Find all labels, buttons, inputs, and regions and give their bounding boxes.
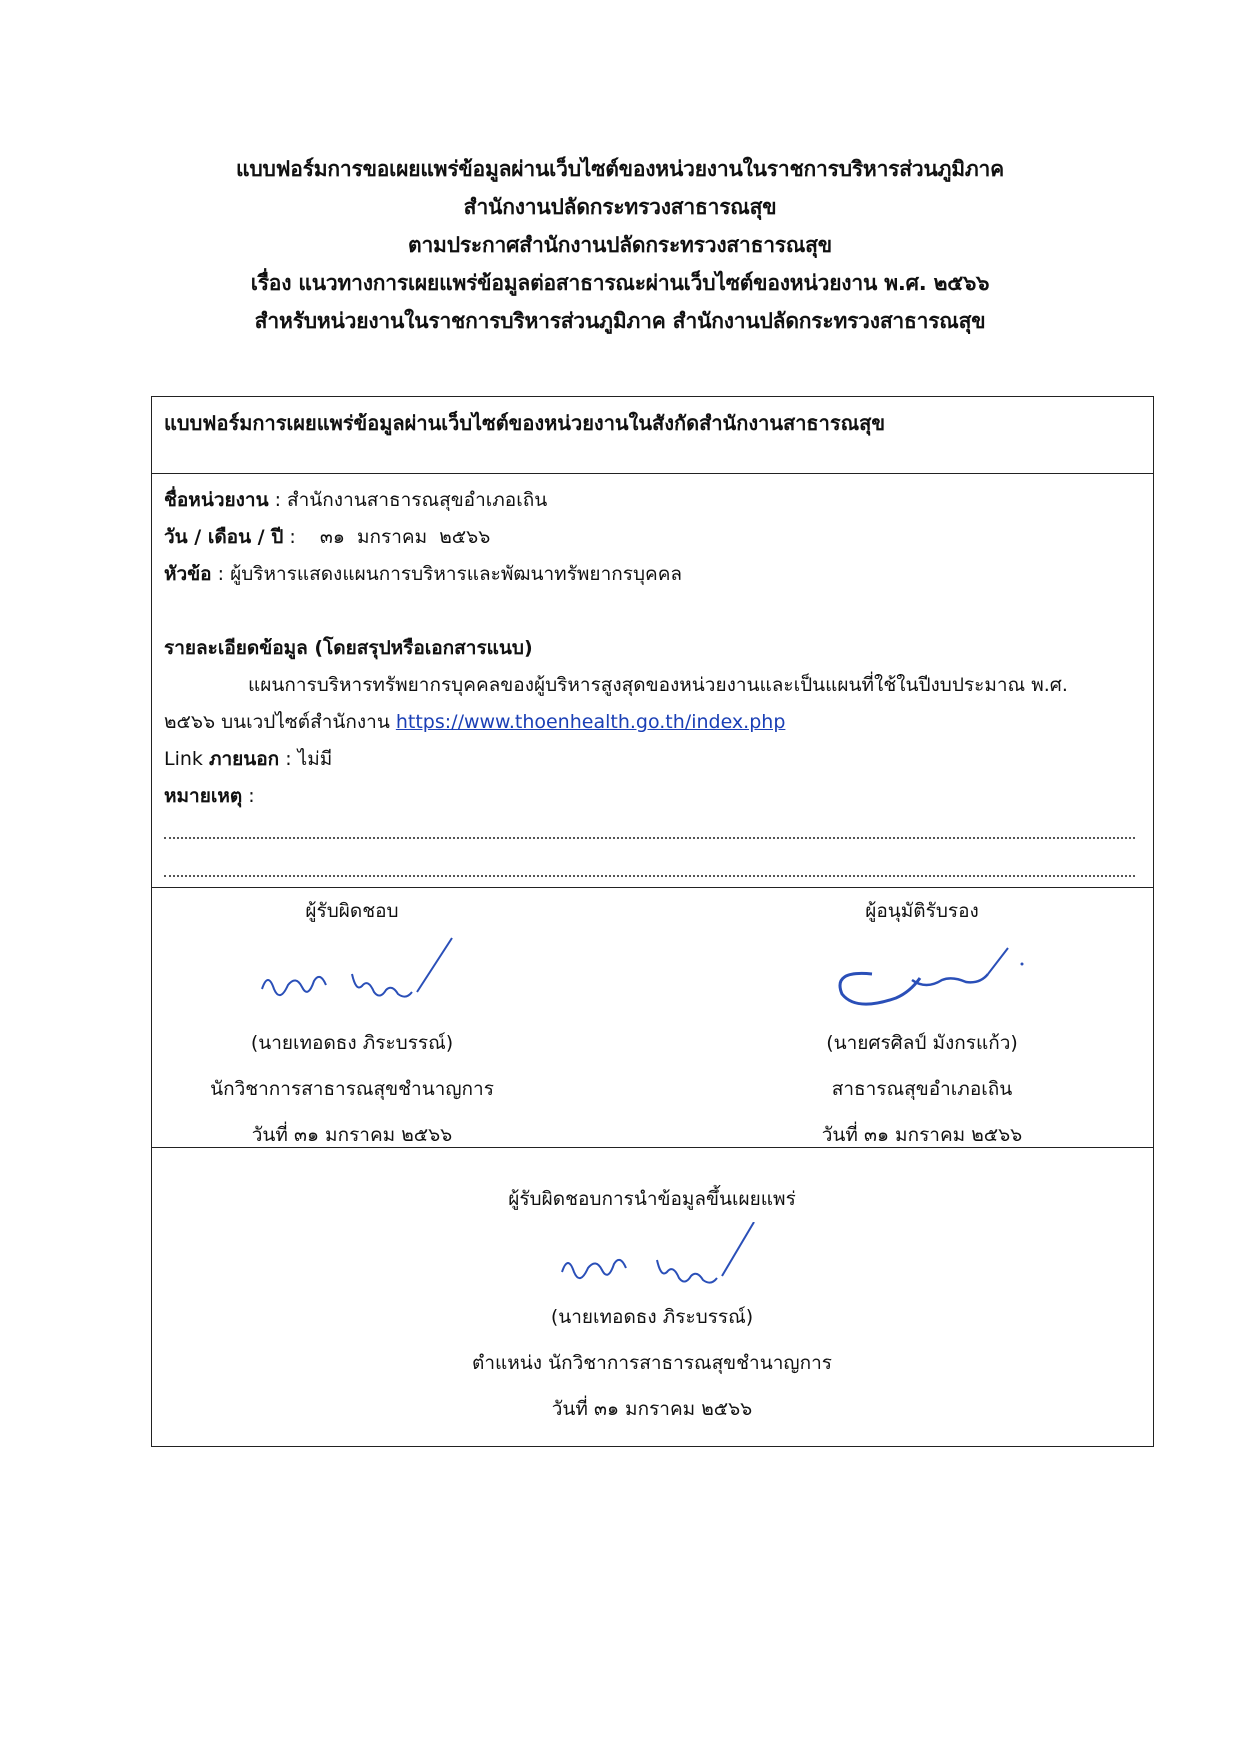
approver-date: วันที่ ๓๑ มกราคม ๒๕๖๖ <box>821 1124 1023 1146</box>
publisher-name: (นายเทอดธง ภิระบรรณ์) <box>550 1306 754 1328</box>
publisher-signature <box>402 1222 902 1294</box>
form-box <box>151 396 1154 1447</box>
unit-label: ชื่อหน่วยงาน <box>164 489 269 511</box>
topic-line <box>164 556 1141 593</box>
remark-line <box>164 778 1141 815</box>
responsible-date: วันที่ ๓๑ มกราคม ๒๕๖๖ <box>251 1124 453 1146</box>
remark-value: : <box>242 785 255 807</box>
header-line-4: เรื่อง แนวทางการเผยแพร่ข้อมูลต่อสาธารณะผ่านเว็บไซต์ของหน่วยงาน พ.ศ. ๒๕๖๖ <box>250 271 990 295</box>
publisher-date: วันที่ ๓๑ มกราคม ๒๕๖๖ <box>551 1398 753 1420</box>
form-title: แบบฟอร์มการเผยแพร่ข้อมูลผ่านเว็บไซต์ของหน่วยงานในสังกัดสำนักงานสาธารณสุข <box>164 411 886 435</box>
responsible-position: นักวิชาการสาธารณสุขชำนาญการ <box>210 1078 494 1100</box>
signature-row <box>152 888 1153 1148</box>
topic-label: หัวข้อ <box>164 563 212 585</box>
responsible-name: (นายเทอดธง ภิระบรรณ์) <box>250 1032 454 1054</box>
detail-label: รายละเอียดข้อมูล (โดยสรุปหรือเอกสารแนบ) <box>164 637 533 659</box>
detail-link[interactable]: https://www.thoenhealth.go.th/index.php <box>395 711 786 733</box>
responsible-role: ผู้รับผิดชอบ <box>305 900 399 922</box>
date-label: วัน / เดือน / ปี <box>164 526 284 548</box>
date-value: : ๓๑ มกราคม ๒๕๖๖ <box>283 526 491 548</box>
responsible-signature <box>182 934 522 1020</box>
external-link-label-b: ภายนอก <box>208 748 280 770</box>
topic-value: : ผู้บริหารแสดงแผนการบริหารและพัฒนาทรัพยากรบุคคล <box>211 563 683 585</box>
publisher-row <box>152 1148 1153 1446</box>
header-line-3: ตามประกาศสำนักงานปลัดกระทรวงสาธารณสุข <box>408 233 832 257</box>
form-title-row <box>152 397 1153 474</box>
signature-image <box>242 934 462 1020</box>
publisher-position: ตำแหน่ง นักวิชาการสาธารณสุขชำนาญการ <box>472 1352 832 1374</box>
detail-line-1: แผนการบริหารทรัพยากรบุคคลของผู้บริหารสูงสุดของหน่วยงานและเป็นแผนที่ใช้ในปีงบประมาณ พ.ศ. <box>248 674 1068 696</box>
detail-line-2-prefix: ๒๕๖๖ บนเวปไซต์สำนักงาน <box>164 711 396 733</box>
header-line-1: แบบฟอร์มการขอเผยแพร่ข้อมูลผ่านเว็บไซต์ของหน่วยงานในราชการบริหารส่วนภูมิภาค <box>236 157 1004 181</box>
remark-dotted-line-2 <box>164 875 1135 877</box>
external-link-line <box>164 741 1141 778</box>
approver-signature <box>752 934 1092 1020</box>
publisher-column <box>402 1176 902 1432</box>
header-line-5: สำหรับหน่วยงานในราชการบริหารส่วนภูมิภาค สำนักงานปลัดกระทรวงสาธารณสุข <box>254 309 986 333</box>
responsible-column <box>182 888 522 1158</box>
approver-name: (นายศรศิลป์ มังกรแก้ว) <box>826 1032 1018 1054</box>
date-line <box>164 519 1141 556</box>
external-link-value: : ไม่มี <box>279 748 333 770</box>
detail-line-2 <box>164 704 1141 741</box>
spacer <box>164 593 1141 630</box>
approver-position: สาธารณสุขอำเภอเถิน <box>831 1078 1013 1100</box>
external-link-label-a: Link <box>164 748 209 770</box>
approver-role: ผู้อนุมัติรับรอง <box>865 900 979 922</box>
remark-label: หมายเหตุ <box>164 785 243 807</box>
document-header <box>0 150 1240 340</box>
form-info-row <box>152 474 1153 888</box>
publisher-role: ผู้รับผิดชอบการนำข้อมูลขึ้นเผยแพร่ <box>508 1188 796 1210</box>
signature-image <box>812 934 1032 1020</box>
unit-value: : สำนักงานสาธารณสุขอำเภอเถิน <box>268 489 548 511</box>
approver-column <box>752 888 1092 1158</box>
unit-line <box>164 482 1141 519</box>
header-line-2: สำนักงานปลัดกระทรวงสาธารณสุข <box>463 195 777 219</box>
signature-image <box>532 1222 772 1294</box>
